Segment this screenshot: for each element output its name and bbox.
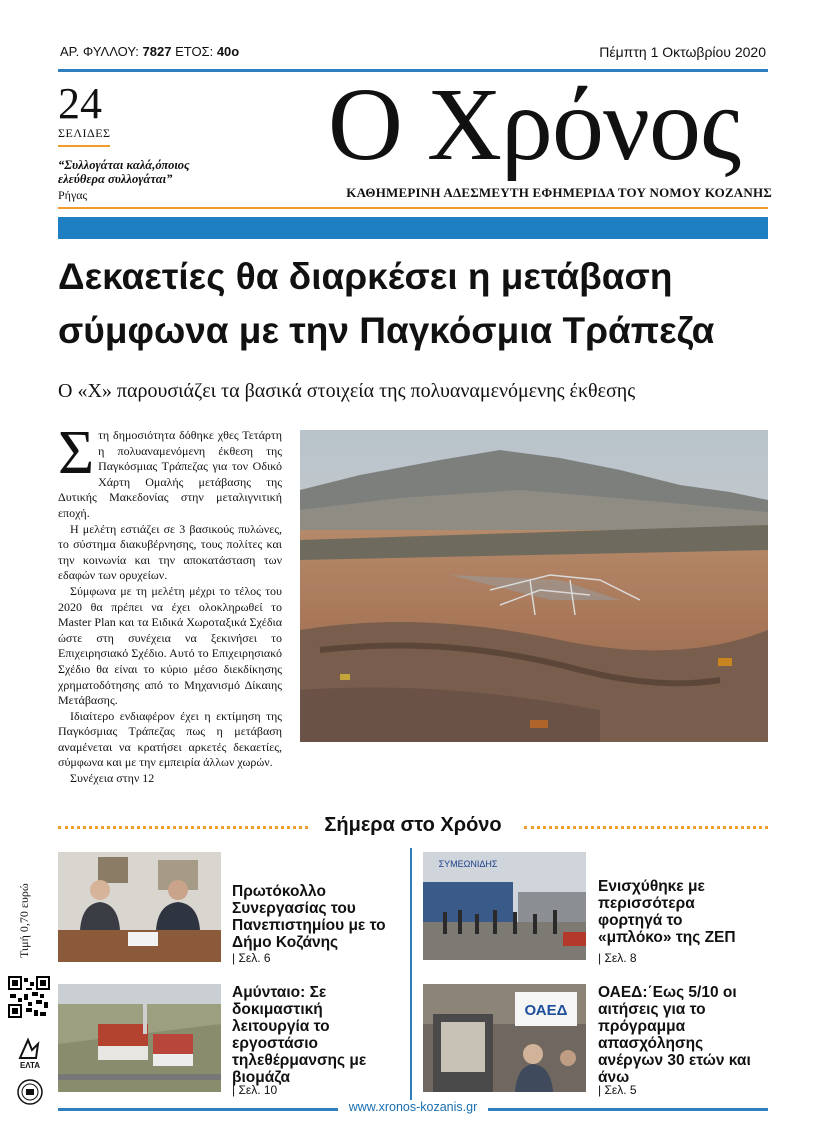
seal-icon: [16, 1078, 44, 1106]
today-section-title: Σήμερα στο Χρόνο: [58, 814, 768, 837]
footer-rule-left: [58, 1108, 338, 1111]
page-count-label: ΣΕΛΙΔΕΣ: [58, 126, 111, 140]
newspaper-subtitle: ΚΑΘΗΜΕΡΙΝΗ ΑΔΕΣΜΕΥΤΗ ΕΦΗΜΕΡΙΔΑ ΤΟΥ ΝΟΜΟΥ ΚΟΖΑΝΗΣ: [346, 185, 772, 200]
dropcap: Σ: [58, 419, 95, 487]
elta-logo-icon: [14, 1036, 46, 1070]
story-page-protocol: | Σελ. 6: [232, 951, 271, 965]
motto-author: Ρήγας: [58, 188, 88, 202]
motto: “Συλλογάται καλά,όποιος ελεύθερα συλλογάται”: [58, 158, 190, 186]
article-paragraph: Ιδιαίτερο ενδιαφέρον έχει η εκτίμηση της Παγκόσμιας Τράπεζας πως η μετάβαση αναμένεται να κρατήσει αρκετές δεκαετίες, σύμφωνα και με την εμπειρία άλλων χωρών.: [58, 708, 282, 770]
price-label: [12, 868, 36, 958]
story-title-oaed[interactable]: ΟΑΕΔ:΄Εως 5/10 οι αιτήσεις για το πρόγραμμα απασχόλησης ανέργων 30 ετών και άνω: [598, 984, 751, 1086]
qr-code-icon[interactable]: [8, 976, 50, 1018]
newspaper-title: Ο Χρόνος: [327, 67, 741, 182]
masthead-rule: [58, 207, 768, 209]
lead-deck: Ο «Χ» παρουσιάζει τα βασικά στοιχεία της πολυαναμενόμενης έκθεσης: [58, 380, 636, 402]
issue-number: 7827: [142, 44, 172, 59]
story-title-heating-plant[interactable]: Αμύνταιο: Σε δοκιμαστική λειτουργία το εργοστάσιο τηλεθέρμανσης με βιομάζα: [232, 984, 367, 1086]
story-title-trucks[interactable]: Ενισχύθηκε με περισσότερα φορτηγά το «μπλόκο» της ΖΕΠ: [598, 878, 736, 946]
story-photo-oaed[interactable]: [423, 984, 586, 1092]
continued-link[interactable]: Συνέχεια στην 12: [70, 771, 155, 786]
story-page-oaed: | Σελ. 5: [598, 1083, 637, 1097]
oaed-sign: ΟΑΕΔ: [524, 1002, 568, 1019]
stories-divider: [410, 848, 412, 1100]
today-section-header: [58, 814, 768, 840]
story-title-protocol[interactable]: Πρωτόκολλο Συνεργασίας του Πανεπιστημίου με το Δήμο Κοζάνης: [232, 883, 386, 951]
year-value: 40ο: [216, 44, 240, 59]
story-photo-protocol[interactable]: [58, 852, 221, 962]
story-page-trucks: | Σελ. 8: [598, 951, 637, 965]
footer-rule-right: [488, 1108, 768, 1111]
issue-date: Πέμπτη 1 Οκτωβρίου 2020: [599, 44, 766, 60]
story-page-heating-plant: | Σελ. 10: [232, 1083, 278, 1097]
lead-headline[interactable]: Δεκαετίες θα διαρκέσει η μετάβαση σύμφωνα με την Παγκόσμια Τράπεζα: [58, 256, 715, 351]
issue-info: ΑΡ. ΦΥΛΛΟΥ: 7827 ΕΤΟΣ: 40ο: [60, 44, 240, 59]
story-photo-trucks[interactable]: [423, 852, 586, 960]
masthead-small-rule: [58, 145, 110, 147]
article-paragraph: Σύμφωνα με τη μελέτη μέχρι το τέλος του 2020 θα πρέπει να έχει ολοκληρωθεί το Master Plan και τα Ειδικά Χωροταξικά Σχέδια ώστε στη συνέχεια να ξεκινήσει το Επιχειρησιακό Σχέδιο. Αυτό το Επιχειρησιακό Σχέδιο θα είναι το κύριο μέσο διεκδίκησης χρηματοδότησης από το Μηχανισμό Δίκαιης Μετάβασης.: [58, 583, 282, 708]
story-photo-heating-plant[interactable]: [58, 984, 221, 1092]
page-count: 24: [58, 79, 102, 128]
article-paragraph: Στη δημοσιότητα δόθηκε χθες Τετάρτη η πολυαναμενόμενη έκθεση της Παγκόσμιας Τράπεζας για τον Οδικό Χάρτη Ομαλής μετάβασης της Δυτικής Μακεδονίας στην μεταλιγνιτική εποχή.: [58, 419, 282, 520]
website-link[interactable]: www.xronos-kozanis.gr: [348, 1100, 478, 1114]
lead-photo-mine[interactable]: [300, 430, 768, 742]
bus-sign: ΣΥΜΕΩΝΙΔΗΣ: [438, 859, 498, 869]
lead-article: [58, 419, 282, 787]
blue-band: [58, 217, 768, 239]
price-text: Τιμή 0,70 ευρώ: [17, 883, 31, 958]
article-paragraph: Η μελέτη εστιάζει σε 3 βασικούς πυλώνες, το σύστημα διακυβέρνησης, τους πολίτες και την κοινωνία και την αποκατάσταση των εδαφών των ορυχείων.: [58, 521, 282, 583]
svg-text:ΕΛΤΑ: ΕΛΤΑ: [19, 1061, 41, 1070]
